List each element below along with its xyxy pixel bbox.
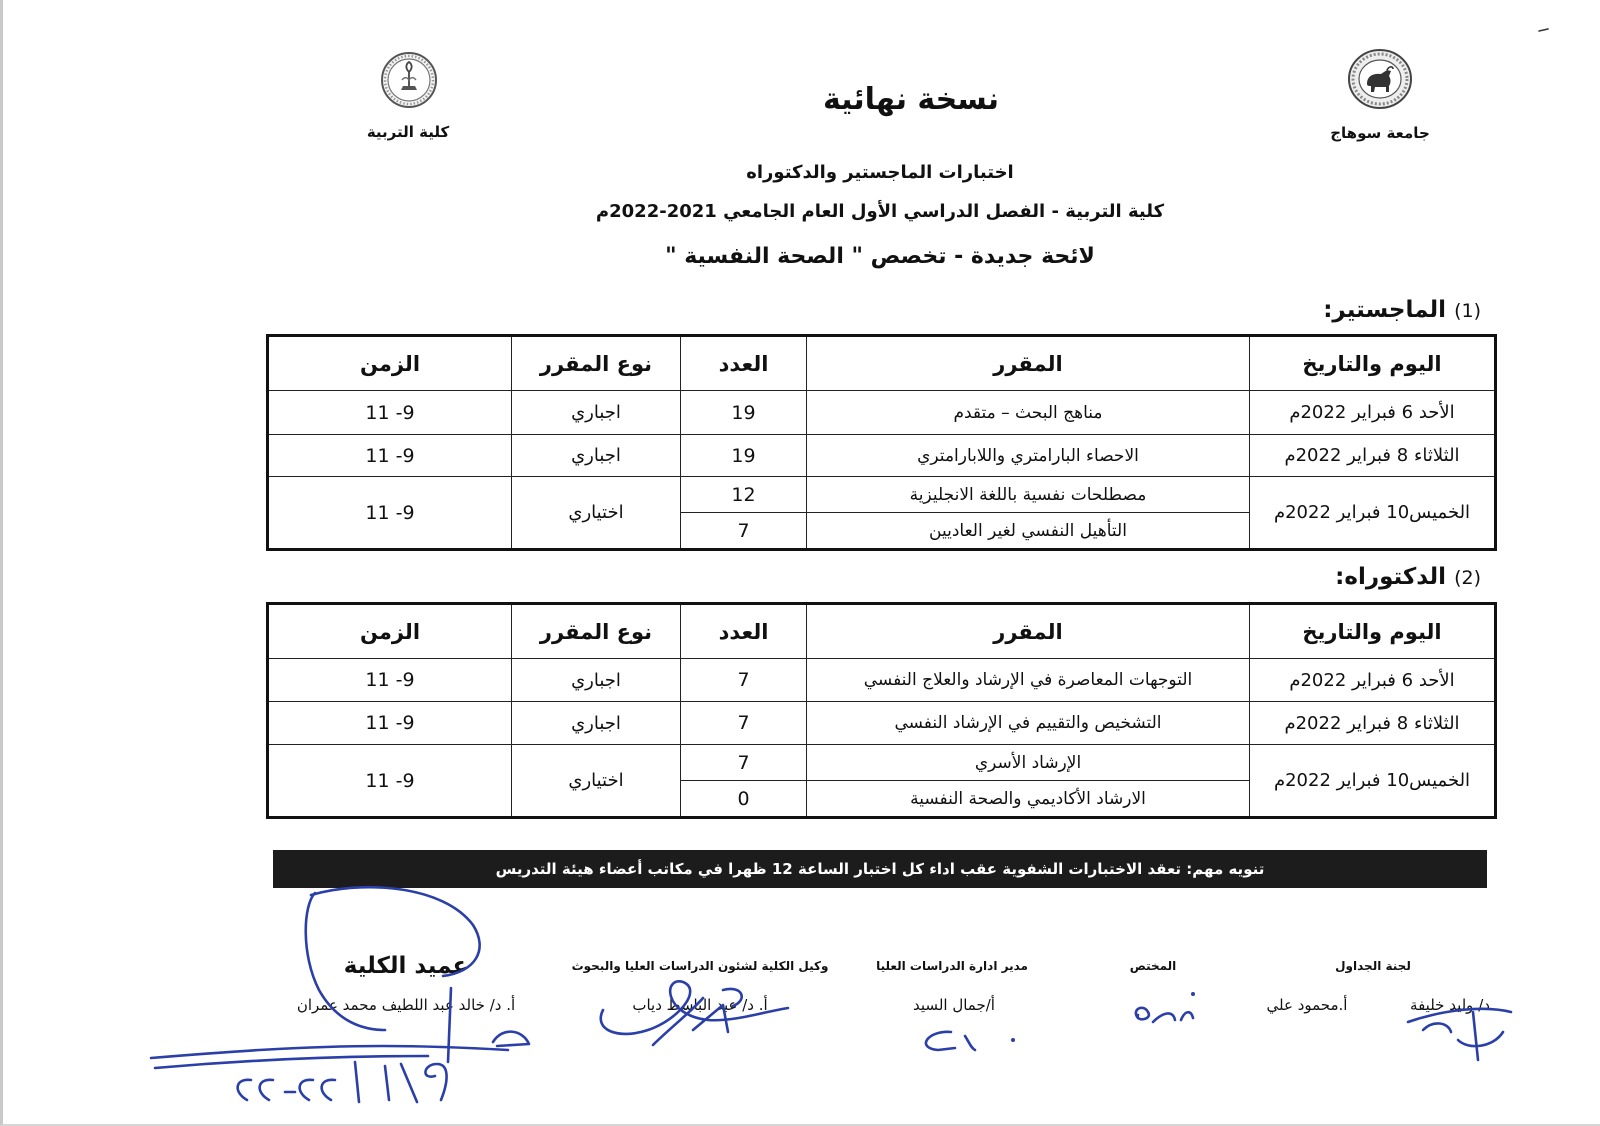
course-type: اجباري xyxy=(512,435,681,477)
course-name: الإرشاد الأسري xyxy=(807,745,1250,781)
student-count: 0 xyxy=(681,781,807,818)
course-name: التأهيل النفسي لغير العاديين xyxy=(807,513,1250,550)
exam-date: الأحد 6 فبراير 2022م xyxy=(1250,391,1496,435)
column-header-count: العدد xyxy=(681,604,807,659)
exam-date: الخميس10 فبراير 2022م xyxy=(1250,745,1496,818)
exam-date: الخميس10 فبراير 2022م xyxy=(1250,477,1496,550)
notice-banner: تنويه مهم: تعقد الاختبارات الشفوية عقب اداء كل اختبار الساعة 12 ظهرا في مكاتب أعضاء هيئة التدريس xyxy=(273,850,1487,888)
column-header-date: اليوم والتاريخ xyxy=(1250,604,1496,659)
column-header-count: العدد xyxy=(681,336,807,391)
column-header-date: اليوم والتاريخ xyxy=(1250,336,1496,391)
course-name: مناهج البحث – متقدم xyxy=(807,391,1250,435)
exam-time: 9- 11 xyxy=(268,702,512,745)
course-name: التوجهات المعاصرة في الإرشاد والعلاج النفسي xyxy=(807,659,1250,702)
committee-title: لجنة الجداول xyxy=(1335,959,1411,973)
column-header-type: نوع المقرر xyxy=(512,336,681,391)
doctorate-section-heading xyxy=(1335,561,1481,595)
vice-dean-name: أ. د/ عبد الباسط دياب xyxy=(632,996,768,1014)
specialist-signature xyxy=(1136,992,1195,1022)
column-header-time: الزمن xyxy=(268,604,512,659)
master-schedule-table xyxy=(266,334,1497,551)
table-header-row xyxy=(268,604,1496,659)
course-type: اختياري xyxy=(512,745,681,818)
exam-date: الأحد 6 فبراير 2022م xyxy=(1250,659,1496,702)
student-count: 12 xyxy=(681,477,807,513)
exam-time: 9- 11 xyxy=(268,745,512,818)
corner-pen-mark xyxy=(1539,29,1548,31)
course-name: التشخيص والتقييم في الإرشاد النفسي xyxy=(807,702,1250,745)
table-header-row xyxy=(268,336,1496,391)
director-name: أ/جمال السيد xyxy=(913,996,995,1014)
section-number: (1) xyxy=(1454,300,1481,322)
course-name: الاحصاء البارامتري واللابارامتري xyxy=(807,435,1250,477)
student-count: 19 xyxy=(681,435,807,477)
student-count: 7 xyxy=(681,659,807,702)
course-name: مصطلحات نفسية باللغة الانجليزية xyxy=(807,477,1250,513)
exam-time: 9- 11 xyxy=(268,659,512,702)
master-section-heading xyxy=(1323,294,1481,328)
sohag-university-logo xyxy=(1345,46,1415,112)
student-count: 7 xyxy=(681,513,807,550)
dean-signature-date xyxy=(238,1062,447,1102)
student-count: 19 xyxy=(681,391,807,435)
section-title: الدكتوراه: xyxy=(1335,564,1447,590)
table-row xyxy=(268,391,1496,435)
exam-date: الثلاثاء 8 فبراير 2022م xyxy=(1250,435,1496,477)
exam-date: الثلاثاء 8 فبراير 2022م xyxy=(1250,702,1496,745)
section-title: الماجستير: xyxy=(1323,297,1447,323)
regulation-line: لائحة جديدة - تخصص " الصحة النفسية " xyxy=(665,244,1095,269)
doctorate-schedule-table xyxy=(266,602,1497,819)
exam-time: 9- 11 xyxy=(268,477,512,550)
vice-dean-title: وكيل الكلية لشئون الدراسات العليا والبحوث xyxy=(571,959,829,973)
college-of-education-logo xyxy=(379,50,439,110)
dean-title: عميد الكلية xyxy=(343,953,469,979)
table-row xyxy=(268,702,1496,745)
student-count: 7 xyxy=(681,745,807,781)
exam-time: 9- 11 xyxy=(268,391,512,435)
course-type: اختياري xyxy=(512,477,681,550)
course-type: اجباري xyxy=(512,659,681,702)
committee-member-name: د/ وليد خليفة xyxy=(1410,996,1490,1014)
column-header-time: الزمن xyxy=(268,336,512,391)
column-header-course: المقرر xyxy=(807,336,1250,391)
specialist-title: المختص xyxy=(1129,959,1177,973)
dean-name: أ. د/ خالد عبد اللطيف محمد عمران xyxy=(296,996,516,1014)
section-number: (2) xyxy=(1454,567,1481,589)
table-row xyxy=(268,435,1496,477)
column-header-type: نوع المقرر xyxy=(512,604,681,659)
student-count: 7 xyxy=(681,702,807,745)
course-name: الارشاد الأكاديمي والصحة النفسية xyxy=(807,781,1250,818)
committee-member-name: أ.محمود علي xyxy=(1266,996,1348,1014)
column-header-course: المقرر xyxy=(807,604,1250,659)
document-subtitle: كلية التربية - الفصل الدراسي الأول العام الجامعي 2021-2022م xyxy=(595,201,1165,222)
document-title: اختبارات الماجستير والدكتوراه xyxy=(746,162,1014,183)
college-logo-label: كلية التربية xyxy=(366,123,450,141)
course-type: اجباري xyxy=(512,391,681,435)
university-logo-label: جامعة سوهاج xyxy=(1330,124,1430,142)
table-row xyxy=(268,477,1496,513)
director-title: مدير ادارة الدراسات العليا xyxy=(876,959,1028,973)
director-signature xyxy=(926,1032,1015,1050)
final-copy-stamp: نسخة نهائية xyxy=(822,82,1000,117)
exam-time: 9- 11 xyxy=(268,435,512,477)
table-row xyxy=(268,659,1496,702)
course-type: اجباري xyxy=(512,702,681,745)
table-row xyxy=(268,745,1496,781)
